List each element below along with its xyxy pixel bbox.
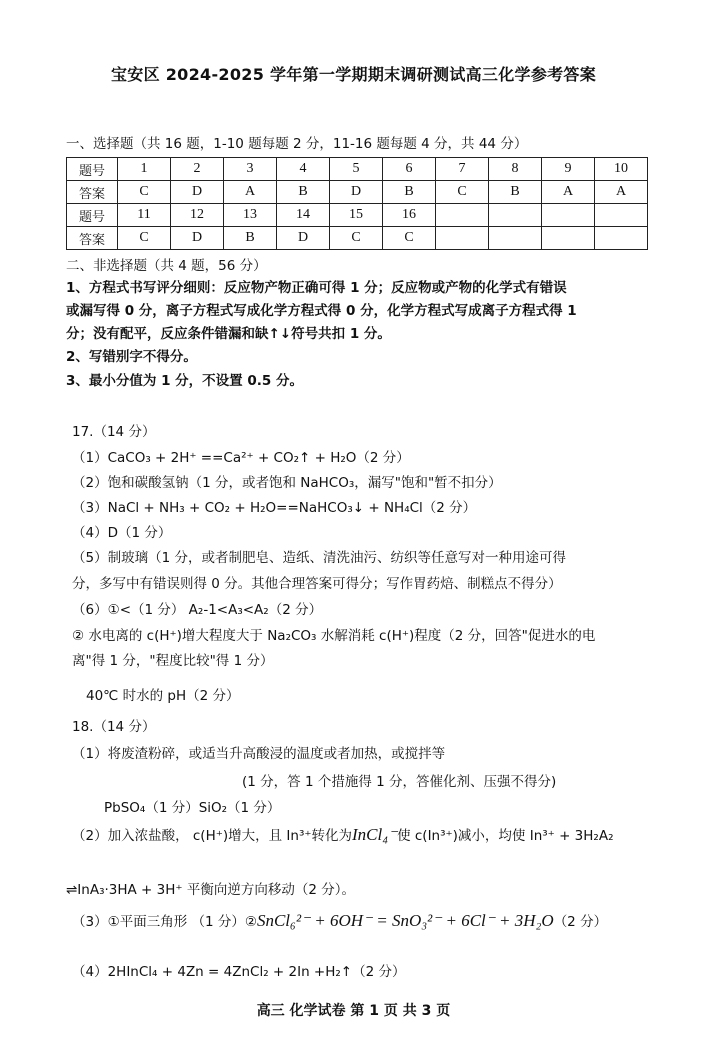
q18-answer-1: （1）将废渣粉碎，或适当升高酸浸的温度或者加热，或搅拌等 [72,746,446,762]
table-cell: C [436,181,489,204]
table-cell: 5 [330,158,383,181]
q17-answer-6-3: 40℃ 时水的 pH（2 分） [86,688,240,704]
table-row [67,227,648,250]
table-cell [489,227,542,250]
q18-answer-3-post: （2 分） [553,914,608,930]
table-cell [436,227,489,250]
q17-heading: 17.（14 分） [72,424,156,440]
table-cell: A [224,181,277,204]
rule-line: 或漏写得 0 分，离子方程式写成化学方程式得 0 分，化学方程式写成离子方程式得 1 [66,303,577,319]
q17-answer-3: （3）NaCl + NH₃ + CO₂ + H₂O==NaHCO₃↓ + NH₄Cl（2 分） [72,500,477,516]
table-cell [595,227,648,250]
table-cell: 14 [277,204,330,227]
rule-line: 2、写错别字不得分。 [66,349,197,365]
table-cell: 4 [277,158,330,181]
table-cell: D [277,227,330,250]
question-label: 题号 [67,204,118,227]
page-footer: 高三 化学试卷 第 1 页 共 3 页 [256,1003,451,1019]
page-title: 宝安区 2024-2025 学年第一学期期末调研测试高三化学参考答案 [110,65,597,84]
table-cell [489,204,542,227]
q18-answer-1-note: (1 分，答 1 个措施得 1 分，答催化剂、压强不得分) [242,774,557,790]
table-cell: B [277,181,330,204]
table-cell: 12 [171,204,224,227]
table-cell: A [595,181,648,204]
table-cell: 1 [118,158,171,181]
q17-answer-5: （5）制玻璃（1 分，或者制肥皂、造纸、清洗油污、纺织等任意写对一种用途可得 [72,550,566,566]
table-cell: C [330,227,383,250]
table-row [67,204,648,227]
table-cell: B [224,227,277,250]
table-cell: 3 [224,158,277,181]
table-cell: B [383,181,436,204]
q17-answer-6-2-cont: 离"得 1 分，"程度比较"得 1 分） [72,653,274,669]
table-cell: 16 [383,204,436,227]
table-row [67,181,648,204]
rule-line: 3、最小分值为 1 分，不设置 0.5 分。 [66,373,304,389]
table-cell [436,204,489,227]
table-cell [595,204,648,227]
table-cell: B [489,181,542,204]
q17-answer-1: （1）CaCO₃ + 2H⁺ ==Ca²⁺ + CO₂↑ + H₂O（2 分） [72,450,410,466]
table-cell: D [330,181,383,204]
rule-line: 分；没有配平，反应条件错漏和缺↑↓符号共扣 1 分。 [66,326,391,342]
answer-label: 答案 [67,181,118,204]
q18-answer-2-pre: （2）加入浓盐酸， c(H⁺)增大，且 In³⁺转化为 [72,828,352,844]
table-cell: 10 [595,158,648,181]
answer-label: 答案 [67,227,118,250]
q18-answer-2 [72,824,613,845]
section-choice-heading: 一、选择题（共 16 题，1-10 题每题 2 分，11-16 题每题 4 分，共 44 分） [66,136,528,152]
answer-table [66,157,648,250]
q17-answer-6-2: ② 水电离的 c(H⁺)增大程度大于 Na₂CO₃ 水解消耗 c(H⁺)程度（2 分，回答"促进水的电 [72,628,596,644]
table-cell: 6 [383,158,436,181]
sncl6-equation: SnCl₆²⁻ + 6OH⁻ = SnO₃²⁻ + 6Cl⁻ + 3H₂O [256,911,554,930]
q18-answer-3-pre: （3）①平面三角形 （1 分）② [72,914,257,930]
table-cell: 8 [489,158,542,181]
q18-heading: 18.（14 分） [72,719,156,735]
q18-answer-2-cont: ⇌InA₃·3HA + 3H⁺ 平衡向逆方向移动（2 分）。 [66,882,355,898]
q17-answer-6: （6）①<（1 分） A₂-1<A₃<A₂（2 分） [72,602,323,618]
q17-answer-4: （4）D（1 分） [72,525,172,541]
rule-line: 1、方程式书写评分细则：反应物产物正确可得 1 分；反应物或产物的化学式有错误 [66,280,567,296]
incl4-formula: InCl₄⁻ [351,825,398,844]
q18-answer-3 [72,910,607,931]
q18-answer-4: （4）2HInCl₄ + 4Zn = 4ZnCl₂ + 2In +H₂↑（2 分） [72,964,406,980]
table-cell: 11 [118,204,171,227]
question-label: 题号 [67,158,118,181]
table-cell [542,227,595,250]
table-cell: D [171,181,224,204]
table-cell: C [383,227,436,250]
table-cell: D [171,227,224,250]
q17-answer-5-cont: 分，多写中有错误则得 0 分。其他合理答案可得分；写作胃药焙、制糕点不得分） [72,576,562,592]
table-cell: A [542,181,595,204]
table-cell: 13 [224,204,277,227]
table-cell: C [118,181,171,204]
table-cell: 7 [436,158,489,181]
q18-answer-2-post: 使 c(In³⁺)减小，均使 In³⁺ + 3H₂A₂ [397,828,614,844]
table-cell: C [118,227,171,250]
table-cell: 9 [542,158,595,181]
table-cell [542,204,595,227]
table-cell: 2 [171,158,224,181]
q18-answer-1-products: PbSO₄（1 分）SiO₂（1 分） [104,800,281,816]
q17-answer-2: （2）饱和碳酸氢钠（1 分，或者饱和 NaHCO₃，漏写"饱和"暂不扣分） [72,475,502,491]
table-cell: 15 [330,204,383,227]
table-row [67,158,648,181]
section-nonchoice-heading: 二、非选择题（共 4 题，56 分） [66,258,267,274]
